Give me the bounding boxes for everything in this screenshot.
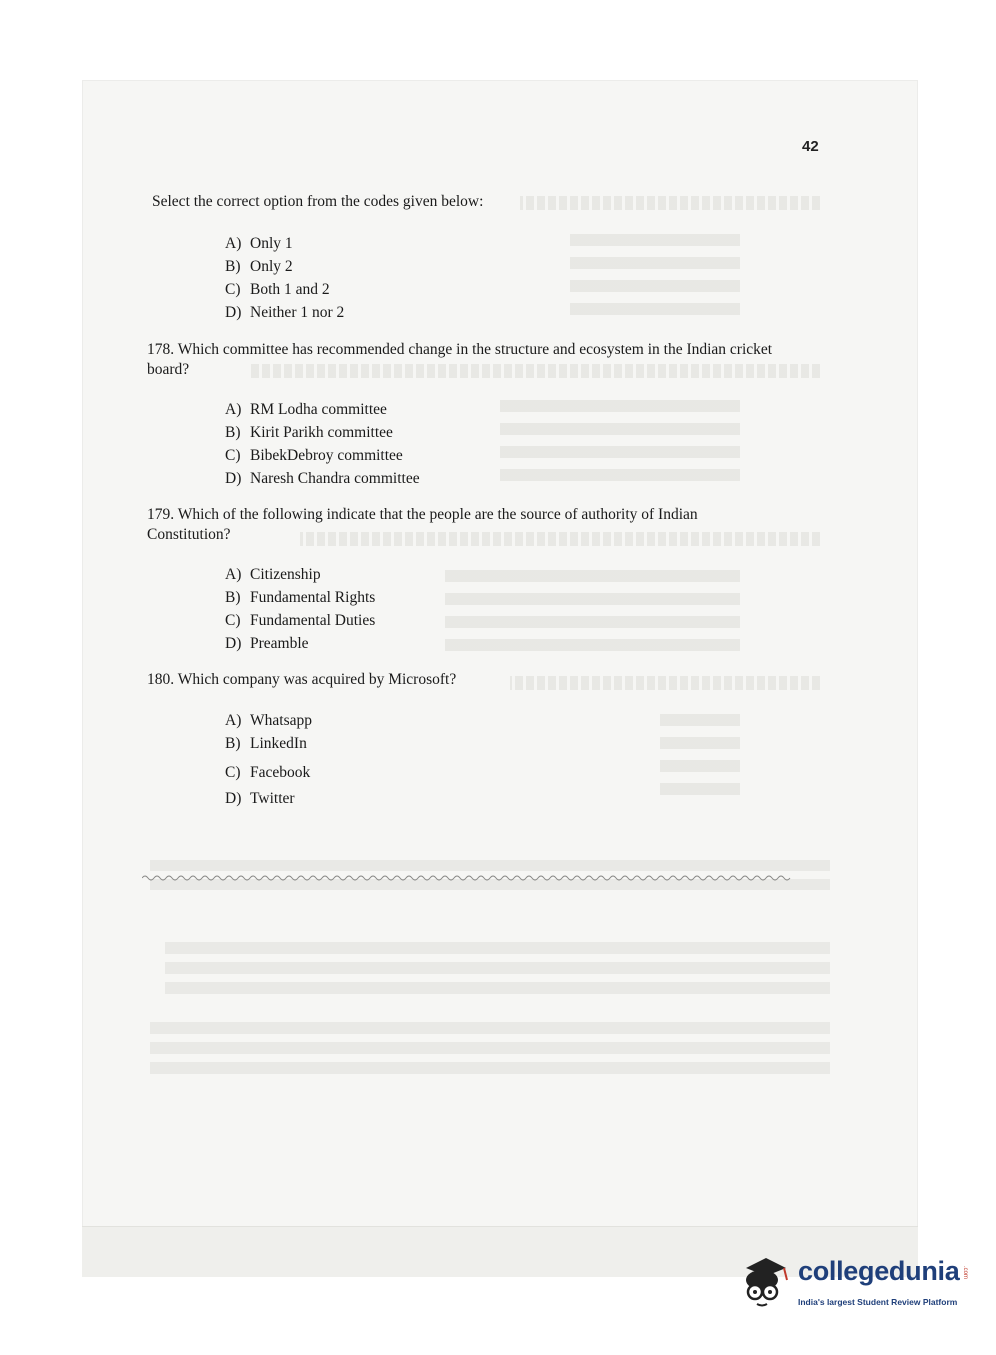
question-179: 179. Which of the following indicate that the people are the source of authority of Indian Constitution? bbox=[147, 506, 698, 543]
option-item: A) Citizenship bbox=[225, 566, 321, 583]
bleed-through-text bbox=[570, 234, 740, 324]
option-item: B) LinkedIn bbox=[225, 735, 307, 752]
option-item: D) Preamble bbox=[225, 635, 309, 652]
instruction-text: Select the correct option from the codes given below: bbox=[152, 193, 484, 210]
bleed-through-text bbox=[150, 1022, 830, 1078]
option-list bbox=[225, 398, 420, 490]
logo-wordmark: collegedunia bbox=[798, 1256, 960, 1286]
option-list bbox=[225, 709, 312, 810]
option-item: C) Fundamental Duties bbox=[225, 612, 376, 629]
wavy-divider bbox=[142, 873, 828, 883]
bleed-through-text bbox=[165, 942, 830, 998]
option-item: B) Kirit Parikh committee bbox=[225, 424, 393, 441]
page-number: 42 bbox=[802, 138, 819, 155]
option-list bbox=[225, 232, 344, 324]
option-item: C) Both 1 and 2 bbox=[225, 281, 330, 298]
bleed-through-text bbox=[500, 400, 740, 490]
bleed-through-text bbox=[660, 714, 740, 804]
logo-tagline: India's largest Student Review Platform bbox=[798, 1297, 958, 1307]
option-item: B) Only 2 bbox=[225, 258, 293, 275]
option-item: D) Naresh Chandra committee bbox=[225, 470, 420, 487]
collegedunia-logo bbox=[740, 1250, 970, 1312]
option-item: A) RM Lodha committee bbox=[225, 401, 387, 418]
logo-dotcom: .com bbox=[962, 1266, 968, 1280]
option-item: D) Twitter bbox=[225, 790, 295, 807]
option-item: B) Fundamental Rights bbox=[225, 589, 376, 606]
option-item: D) Neither 1 nor 2 bbox=[225, 304, 345, 321]
bleed-through-text bbox=[520, 196, 820, 210]
option-item: C) BibekDebroy committee bbox=[225, 447, 403, 464]
option-list bbox=[225, 563, 375, 655]
mascot-icon bbox=[740, 1252, 794, 1310]
option-item: A) Whatsapp bbox=[225, 712, 312, 729]
question-178: 178. Which committee has recommended change in the structure and ecosystem in the Indian cricket board? bbox=[147, 341, 773, 378]
option-item: C) Facebook bbox=[225, 764, 311, 781]
bleed-through-text bbox=[445, 570, 740, 660]
question-180: 180. Which company was acquired by Microsoft? bbox=[147, 671, 457, 688]
option-item: A) Only 1 bbox=[225, 235, 293, 252]
